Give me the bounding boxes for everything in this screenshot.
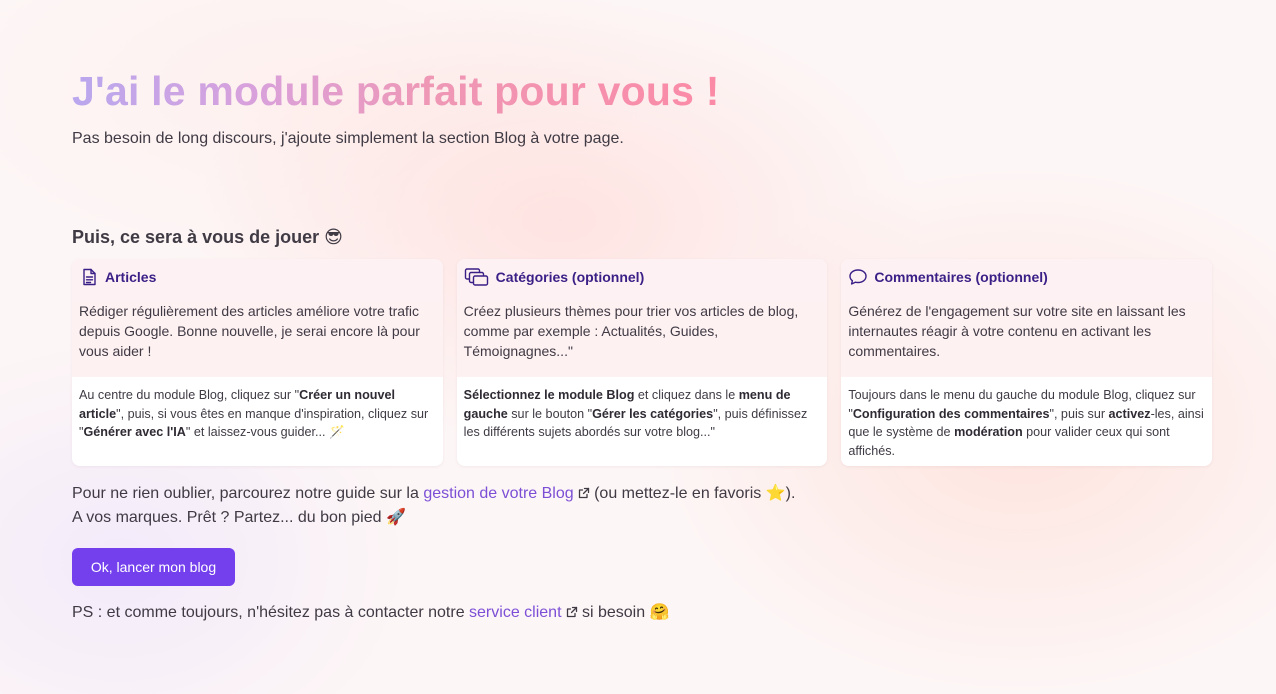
section-heading: [72, 225, 343, 250]
instruction-text: Toujours dans le menu du gauche du module Blog, cliquez sur ": [848, 388, 1196, 421]
instruction-text: pour valider ceux qui sont affichés.: [848, 425, 1170, 458]
feature-cards: [72, 259, 1212, 466]
instruction-text: -les, ainsi que le système de: [848, 406, 1204, 439]
guide-paragraph: [72, 481, 795, 529]
external-link-icon: [566, 603, 578, 615]
card-categories-title-row: [464, 267, 821, 287]
blog-guide-link[interactable]: [423, 485, 589, 502]
hugging-face-emoji-icon: 🤗: [649, 602, 670, 621]
comment-icon: [848, 267, 868, 287]
card-comments-title-row: [848, 267, 1205, 287]
instruction-bold: modération: [954, 425, 1023, 439]
card-categories-header: [457, 259, 828, 377]
card-categories-description: Créez plusieurs thèmes pour trier vos articles de blog, comme par exemple : Actualités, Guides, Témoignagnes...": [463, 303, 799, 359]
categories-icon: [464, 267, 490, 287]
rocket-emoji-icon: 🚀: [385, 507, 406, 526]
card-comments-header: [841, 259, 1212, 377]
card-comments-title: Commentaires (optionnel): [874, 269, 1048, 285]
ps-paragraph: [72, 601, 669, 624]
instruction-bold: Sélectionnez le module Blog: [463, 388, 635, 402]
instruction-bold: Créer un nouvel article: [79, 388, 395, 421]
card-articles-title-row: [79, 267, 436, 287]
card-articles-header: [72, 259, 443, 377]
blog-guide-link-text: gestion de votre Blog: [423, 485, 574, 502]
page-subtitle: Pas besoin de long discours, j'ajoute simplement la section Blog à votre page.: [72, 130, 624, 147]
card-articles-instructions: [72, 377, 443, 466]
instruction-bold: Configuration des commentaires: [852, 406, 1050, 421]
card-articles: [72, 259, 443, 466]
instruction-text: et cliquez dans le: [634, 388, 739, 402]
sunglasses-emoji-icon: 😎: [324, 227, 343, 248]
instruction-bold: activez: [1108, 406, 1151, 421]
customer-service-link[interactable]: [469, 604, 577, 621]
guide-text: ).: [785, 485, 796, 502]
card-comments-instructions: [841, 377, 1212, 466]
instruction-text: Au centre du module Blog, cliquez sur ": [79, 388, 300, 402]
document-icon: [79, 267, 99, 287]
ready-text: A vos marques. Prêt ? Partez... du bon pied: [72, 509, 386, 526]
card-comments: [841, 259, 1212, 466]
ps-text: si besoin: [577, 604, 650, 621]
launch-blog-button[interactable]: Ok, lancer mon blog: [72, 548, 235, 586]
instruction-text: ", puis, si vous êtes en manque d'inspiration, cliquez sur ": [79, 406, 429, 439]
instruction-bold: Générer avec l'IA: [83, 425, 186, 439]
external-link-icon: [578, 483, 590, 495]
customer-service-link-text: service client: [469, 604, 562, 621]
guide-text: (ou mettez-le en favoris: [589, 485, 766, 502]
card-categories-instructions: [457, 377, 828, 466]
guide-text: Pour ne rien oublier, parcourez notre guide sur la: [72, 485, 424, 502]
magic-wand-emoji-icon: 🪄: [328, 424, 345, 439]
instruction-bold: Gérer les catégories: [592, 406, 714, 421]
star-emoji-icon: ⭐: [765, 483, 786, 502]
section-heading-text: Puis, ce sera à vous de jouer: [72, 227, 320, 247]
card-comments-description: Générez de l'engagement sur votre site en laissant les internautes réagir à votre contenu en activant les commentaires.: [848, 303, 1186, 359]
page-title: J'ai le module parfait pour vous !: [72, 68, 720, 114]
instruction-text: ", puis définissez les différents sujets abordés sur votre blog...": [463, 406, 808, 439]
card-articles-description: Rédiger régulièrement des articles améliore votre trafic depuis Google. Bonne nouvelle, je serai encore là pour vous aider !: [79, 303, 420, 359]
instruction-bold: menu de gauche: [463, 388, 791, 421]
card-articles-title: Articles: [105, 269, 157, 285]
card-categories: [457, 259, 828, 466]
ps-text: PS : et comme toujours, n'hésitez pas à contacter notre: [72, 604, 470, 621]
card-categories-title: Catégories (optionnel): [495, 269, 645, 285]
instruction-text: sur le bouton ": [507, 406, 593, 421]
instruction-text: ", puis sur: [1049, 406, 1109, 421]
instruction-text: " et laissez-vous guider...: [185, 425, 329, 439]
